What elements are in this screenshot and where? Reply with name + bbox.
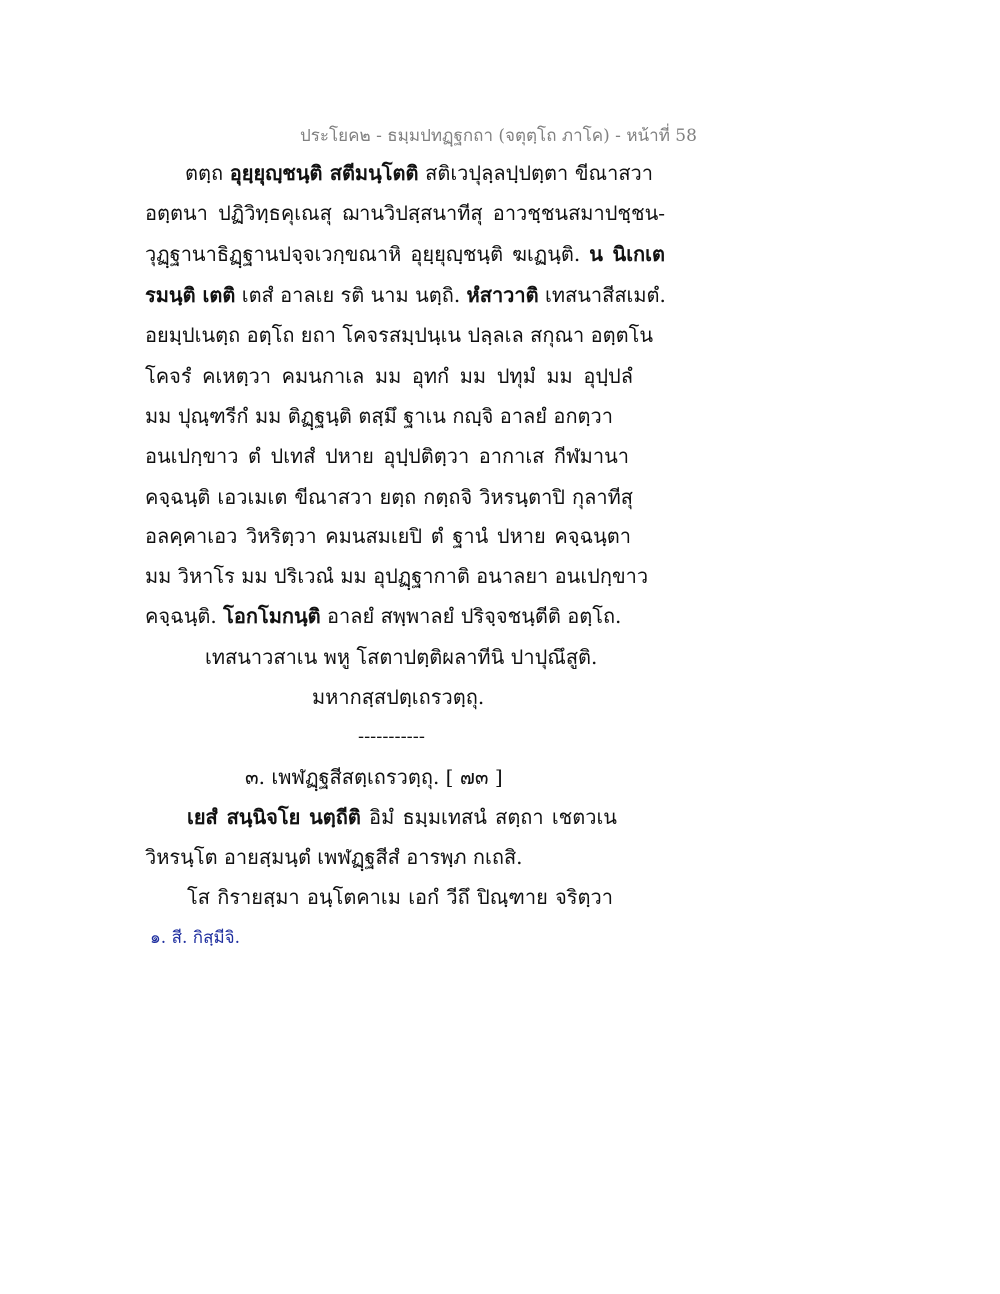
separator: ----------- — [358, 726, 425, 747]
text-run: อิมํ ธมฺมเทสนํ สตฺถา เชตวเน — [360, 805, 617, 829]
body-line: คจฺฉนฺติ เอวเมเต ขีณาสวา ยตฺถ กตฺถจิ วิหรนฺตาปิ กุลาทีสุ — [145, 485, 633, 509]
page-header: ประโยค๒ - ธมฺมปทฏฺฐกถา (จตุตฺโถ ภาโค) - หน้าที่ 58 — [300, 126, 697, 146]
body-line: วิหรนฺโต อายสฺมนฺตํ เพฬฏฺฐสีสํ อารพฺภ กเถสิ. — [145, 845, 523, 869]
closing-line: เทสนาวสาเน พหู โสตาปตฺติผลาทีนิ ปาปุณึสูติ. — [205, 645, 598, 669]
body-line: โคจรํ คเหตฺวา คมนกาเล มม อุทกํ มม ปทุมํ มม อุปฺปลํ — [145, 364, 633, 388]
text-run: วุฏฺฐานาธิฏฺฐานปจฺจเวกฺขณาหิ อุยฺยุญฺชนฺติ ฆเฏนฺติ. — [145, 242, 590, 266]
keyword: โอกโมกนฺติ — [223, 604, 321, 628]
story-end-title: มหากสฺสปตฺเถรวตฺถุ. — [312, 685, 485, 709]
text-run: อาลยํ สพฺพาลยํ ปริจฺจชนฺตีติ อตฺโถ. — [320, 604, 622, 628]
body-line — [187, 803, 617, 831]
keyword: น นิเกเต — [589, 242, 665, 266]
body-line: อลคฺคาเอว วิหริตฺวา คมนสมเยปิ ตํ ฐานํ ปหาย คจฺฉนฺตา — [145, 524, 631, 548]
keyword: อุยฺยุญฺชนฺติ สตีมนฺโตติ — [229, 161, 419, 185]
text-run: คจฺฉนฺติ. — [145, 604, 224, 628]
text-run: เตสํ อาลเย รติ นาม นตฺถิ. — [235, 283, 467, 307]
keyword: เยสํ สนฺนิจโย นตฺถีติ — [187, 805, 361, 829]
body-line: โส กิรายสฺมา อนฺโตคาเม เอกํ วีถึ ปิณฺฑาย จริตฺวา — [187, 885, 613, 909]
body-line: อยมฺปเนตฺถ อตฺโถ ยถา โคจรสมฺปนฺเน ปลฺลเล สกุณา อตฺตโน — [145, 323, 653, 347]
story-heading: ๓. เพฬฏฺฐสีสตฺเถรวตฺถุ. [ ๗๓ ] — [245, 765, 503, 789]
text-run: เทสนาสีสเมตํ. — [538, 283, 666, 307]
body-line: มม ปุณฺฑรีกํ มม ติฏฺฐนฺติ ตสฺมึ ฐาเน กญฺจิ อาลยํ อกตฺวา — [145, 404, 613, 428]
keyword: รมนฺติ เตติ — [145, 283, 236, 307]
footnote: ๑. สี. กิสฺมีจิ. — [150, 928, 241, 948]
body-line — [145, 281, 666, 309]
body-line — [145, 602, 665, 630]
body-line: อตฺตนา ปฏิวิทฺธคุเณสุ ฌานวิปสฺสนาทีสุ อาวชฺชนสมาปชฺชน- — [145, 201, 665, 225]
text-run: สติเวปุลฺลปฺปตฺตา ขีณาสวา — [418, 161, 653, 185]
text-run: ตตฺถ — [185, 161, 230, 185]
body-line: มม วิหาโร มม ปริเวณํ มม อุปฏฺฐากาติ อนาลยา อนเปกฺขาว — [145, 564, 649, 588]
body-line — [185, 159, 653, 187]
keyword: หํสาวาติ — [466, 283, 539, 307]
body-line — [145, 240, 665, 268]
body-line: อนเปกฺขาว ตํ ปเทสํ ปหาย อุปฺปติตฺวา อากาเส กีฬมานา — [145, 444, 629, 468]
